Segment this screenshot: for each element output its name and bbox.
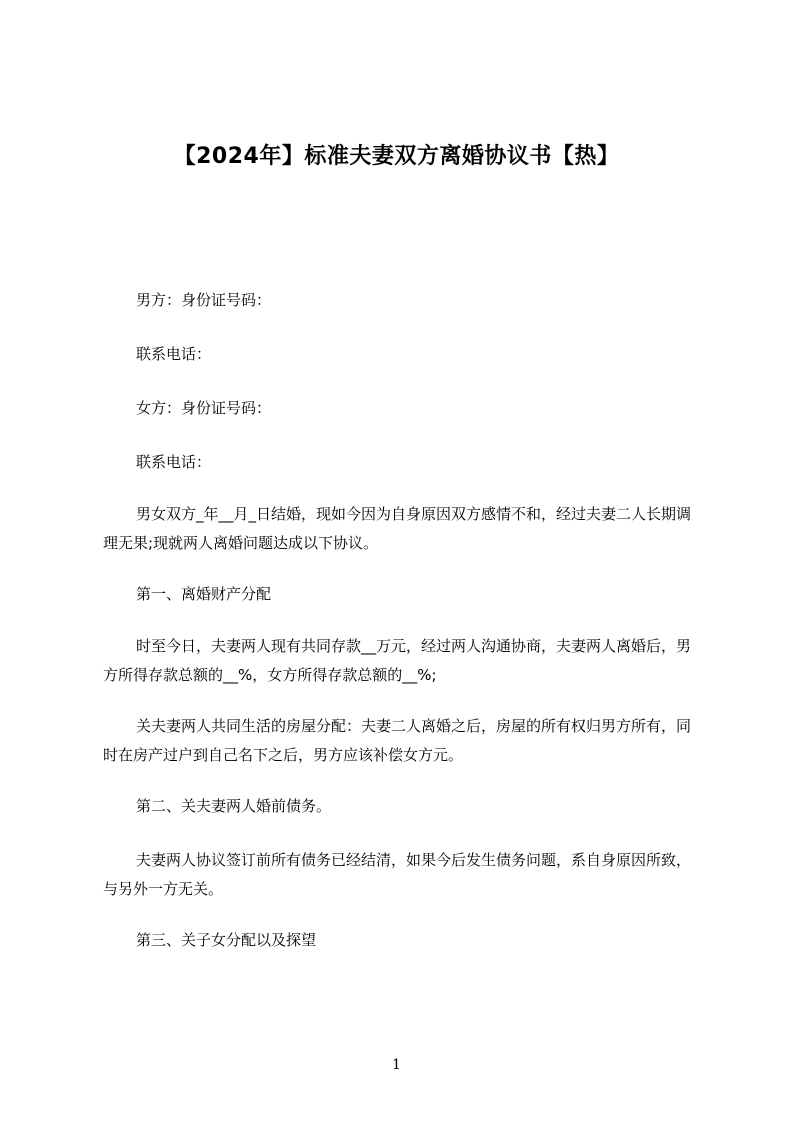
- male-phone-line: 联系电话：: [136, 345, 212, 363]
- female-party-line: 女方：身份证号码：: [136, 399, 272, 417]
- male-party-line: 男方：身份证号码：: [136, 291, 272, 309]
- document-title: 【2024年】标准夫妻双方离婚协议书【热】: [173, 144, 620, 169]
- section1-paragraph-savings: 时至今日，夫妻两人现有共同存款__万元，经过两人沟通协商，夫妻两人离婚后，男方所得存款总额的__%，女方所得存款总额的__%;: [103, 637, 692, 684]
- female-phone-line: 联系电话：: [136, 453, 212, 471]
- page-number: 1: [392, 1057, 401, 1073]
- section1-paragraph-house: 关夫妻两人共同生活的房屋分配：夫妻二人离婚之后，房屋的所有权归男方所有，同时在房产过户到自己名下之后，男方应该补偿女方元。: [103, 717, 692, 764]
- section3-heading: 第三、关子女分配以及探望: [136, 931, 317, 949]
- section1-heading: 第一、离婚财产分配: [136, 585, 272, 603]
- intro-paragraph: 男女双方_年__月_日结婚，现如今因为自身原因双方感情不和，经过夫妻二人长期调理无果;现就两人离婚问题达成以下协议。: [103, 505, 692, 552]
- section2-paragraph-debts: 夫妻两人协议签订前所有债务已经结清，如果今后发生债务问题，系自身原因所致，与另外一方无关。: [103, 851, 692, 898]
- section2-heading: 第二、关夫妻两人婚前债务。: [136, 797, 332, 815]
